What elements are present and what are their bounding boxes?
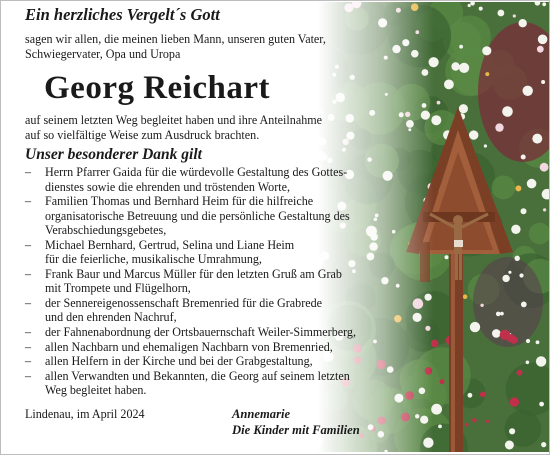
list-dash: – xyxy=(25,237,32,252)
list-dash: – xyxy=(25,194,32,209)
message-line-1: auf seinem letzten Weg begleitet haben und ihre Anteilnahme xyxy=(25,113,323,127)
list-dash: – xyxy=(25,368,32,383)
thanks-item xyxy=(25,165,356,194)
thanks-item xyxy=(25,267,356,296)
thanks-item-line: Frank Baur und Marcus Müller für den letzten Gruß am Grab xyxy=(45,266,342,281)
signature-family: Die Kinder mit Familien xyxy=(232,423,360,437)
thanks-item xyxy=(25,325,356,340)
thanks-item-line: Familien Thomas und Bernhard Heim für die hilfreiche xyxy=(45,194,314,209)
thanks-item-line: Michael Bernhard, Gertrud, Selina und Liane Heim xyxy=(45,237,295,252)
intro-line-2: Schwiegervater, Opa und Uropa xyxy=(25,47,181,61)
list-dash: – xyxy=(25,325,32,340)
thanks-item-line: allen Verwandten und Bekannten, die Georg auf seinem letzten xyxy=(45,368,350,383)
intro-line-1: sagen wir allen, die meinen lieben Mann, unseren guten Vater, xyxy=(25,32,326,46)
thanks-item xyxy=(25,369,356,398)
thanks-item-line: Herrn Pfarrer Gaida für die würdevolle Gestaltung des Gottes- xyxy=(45,165,348,179)
thanks-item xyxy=(25,340,356,355)
thanks-item-line: Verabschiedungsgebetes, xyxy=(45,223,167,238)
notice-heading: Ein herzliches Vergelt´s Gott xyxy=(25,5,220,24)
thanks-item-line: allen Helfern in der Kirche und bei der Grabgestaltung, xyxy=(45,354,313,369)
list-dash: – xyxy=(25,339,32,354)
thanks-item-line: mit Trompete und Flügelhorn, xyxy=(45,281,191,296)
list-dash: – xyxy=(25,266,32,281)
thanks-item-line: für die feierliche, musikalische Umrahmung, xyxy=(45,252,262,267)
list-dash: – xyxy=(25,165,32,179)
signature-name: Annemarie xyxy=(232,407,291,421)
thanks-item-line: allen Nachbarn und ehemaligen Nachbarn von Bremenried, xyxy=(45,339,333,354)
list-dash: – xyxy=(25,354,32,369)
thanks-item xyxy=(25,238,356,267)
dank-heading: Unser besonderer Dank gilt xyxy=(25,146,202,163)
thanks-list xyxy=(25,165,356,398)
thanks-item-line: dienstes sowie die ehrenden und tröstenden Worte, xyxy=(45,179,290,194)
thanks-item-line: Weg begleitet haben. xyxy=(45,383,147,398)
place-date: Lindenau, im April 2024 xyxy=(25,407,145,421)
thanks-item-line: der Fahnenabordnung der Ortsbauernschaft Weiler-Simmerberg, xyxy=(45,325,356,340)
thanks-item xyxy=(25,354,356,369)
thanks-item-line: und den ehrenden Nachruf, xyxy=(45,310,177,325)
thanks-item xyxy=(25,296,356,325)
list-dash: – xyxy=(25,295,32,310)
thanks-item-line: organisatorische Betreuung und die persönliche Gestaltung des xyxy=(45,208,350,223)
message-line-2: auf so vielfältige Weise zum Ausdruck brachten. xyxy=(25,128,260,142)
thanks-item-line: der Sennereigenossenschaft Bremenried für die Grabrede xyxy=(45,295,323,310)
thanks-item xyxy=(25,194,356,238)
deceased-name: Georg Reichart xyxy=(44,70,270,106)
